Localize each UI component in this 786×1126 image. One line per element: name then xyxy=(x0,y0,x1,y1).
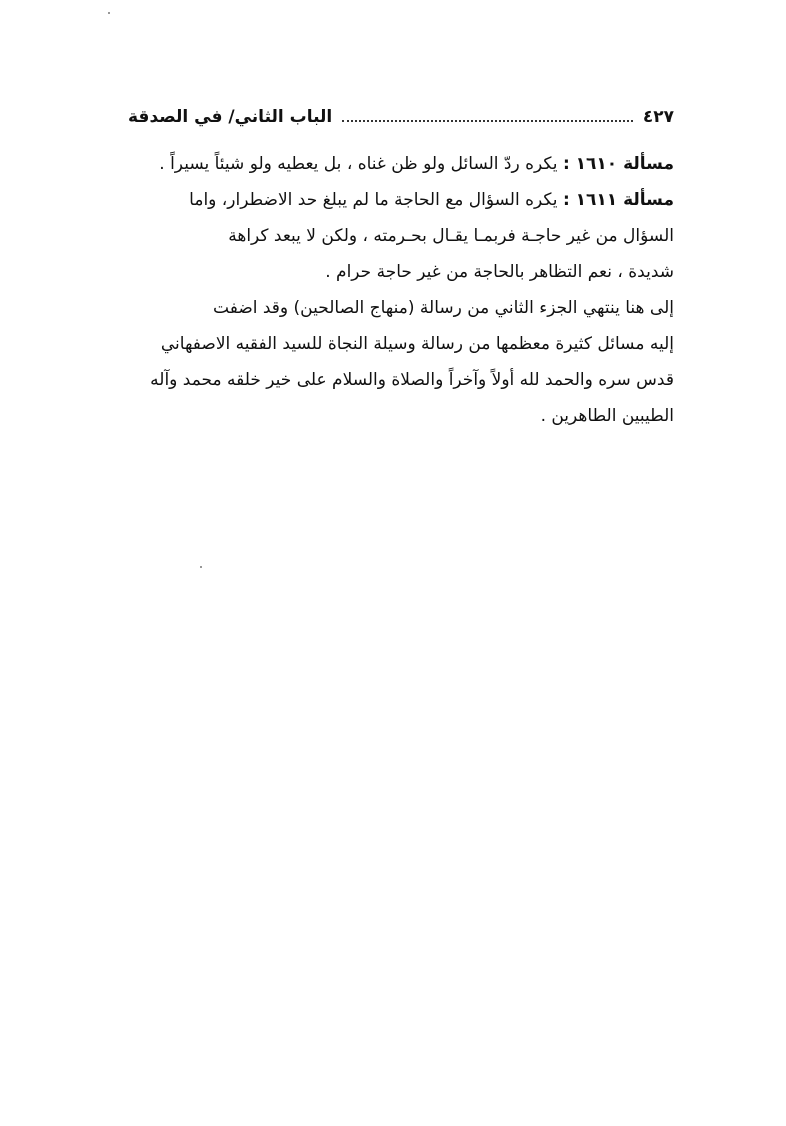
issue-text: يكره ردّ السائل ولو ظن غناه ، بل يعطيه ولو شيئاً يسيراً . xyxy=(159,154,558,174)
chapter-title: الباب الثاني/ في الصدقة xyxy=(128,107,333,127)
issue-text: يكره السؤال مع الحاجة ما لم يبلغ حد الاضطرار، واما xyxy=(189,190,558,210)
scan-speck xyxy=(108,12,110,14)
page-number: ٤٢٧ xyxy=(642,107,674,127)
running-header xyxy=(128,104,674,130)
closing-line: إليه مسائل كثيرة معظمها من رسالة وسيلة النجاة للسيد الفقيه الاصفهاني xyxy=(160,334,674,354)
issue-line xyxy=(128,182,674,218)
issue-label: مسألة ١٦١٠ : xyxy=(562,154,674,174)
issue-line xyxy=(128,146,674,182)
closing-line: إلى هنا ينتهي الجزء الثاني من رسالة (منهاج الصالحين) وقد اضفت xyxy=(213,298,674,318)
issue-1610 xyxy=(128,146,674,182)
scan-speck xyxy=(200,566,202,568)
page-body xyxy=(128,146,674,434)
closing-paragraph xyxy=(128,290,674,434)
issue-line: السؤال من غير حاجـة فربمـا يقـال بحـرمته ، ولكن لا يبعد كراهة xyxy=(228,226,674,246)
issue-1611 xyxy=(128,182,674,290)
issue-label: مسألة ١٦١١ : xyxy=(562,190,674,210)
dot-leader xyxy=(342,120,633,122)
issue-line: شديدة ، نعم التظاهر بالحاجة من غير حاجة حرام . xyxy=(325,262,674,282)
closing-line: قدس سره والحمد لله أولاً وآخراً والصلاة والسلام على خير خلقه محمد وآله xyxy=(150,370,674,390)
closing-line: الطيبين الطاهرين . xyxy=(540,406,674,426)
